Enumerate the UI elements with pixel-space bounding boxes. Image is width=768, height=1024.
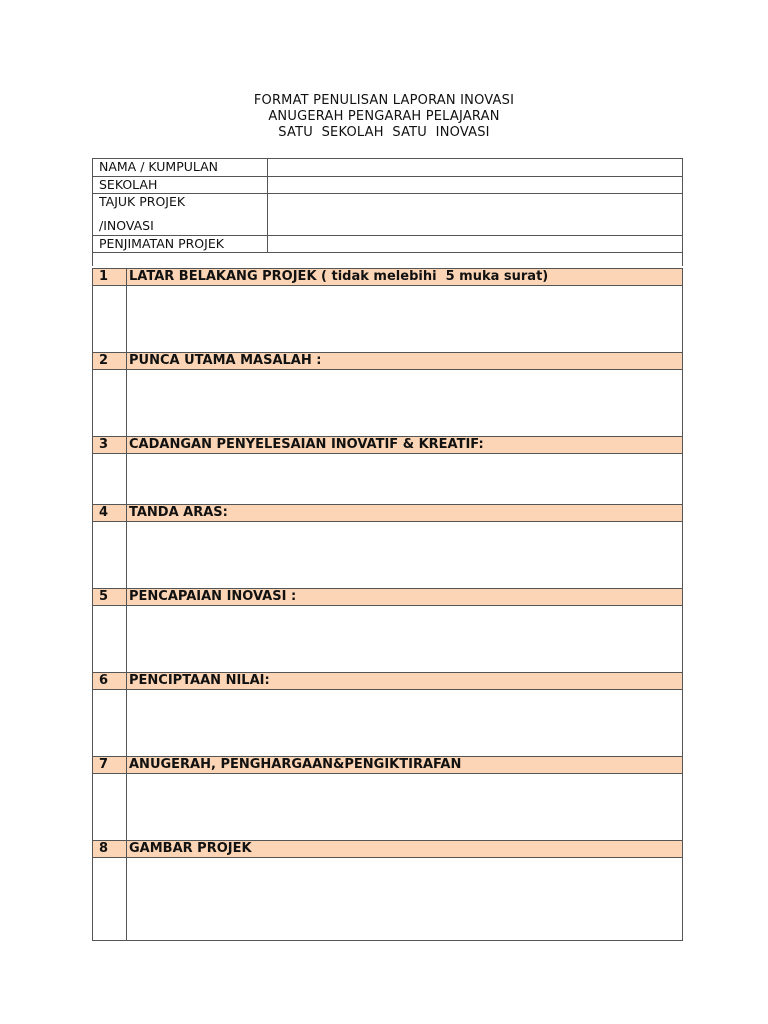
tajuk-label-line-1: TAJUK PROJEK [99,194,186,209]
section-content-field[interactable] [127,522,682,588]
section-number-cell [93,454,127,504]
section-body [93,774,682,840]
section-header [93,504,682,522]
section-header [93,352,682,370]
section-number-cell [93,286,127,352]
spacer-cell [93,253,683,267]
section-header [93,436,682,454]
section-body [93,286,682,352]
sections-table [92,268,683,941]
section-body [93,690,682,756]
section-number: 5 [93,589,127,605]
info-row-sekolah [93,177,683,194]
section-content-field[interactable] [127,606,682,672]
section-number-cell [93,858,127,940]
section-number: 7 [93,757,127,773]
section-number: 3 [93,437,127,453]
penjimatan-field[interactable] [268,236,683,253]
sekolah-label: SEKOLAH [93,177,268,194]
section-title: PENCIPTAAN NILAI: [129,673,270,688]
info-row-penjimatan [93,236,683,253]
section-number: 6 [93,673,127,689]
section-title: PUNCA UTAMA MASALAH : [129,353,322,368]
section-content-field[interactable] [127,370,682,436]
sekolah-field[interactable] [268,177,683,194]
info-table [92,158,683,266]
section-number-cell [93,690,127,756]
section-title: GAMBAR PROJEK [129,841,252,856]
section-body [93,858,682,940]
section-content-field[interactable] [127,774,682,840]
section-content-field[interactable] [127,286,682,352]
tajuk-label [93,194,268,236]
penjimatan-label: PENJIMATAN PROJEK [93,236,268,253]
document-title [0,93,768,141]
section-header [93,268,682,286]
section-header [93,756,682,774]
nama-label: NAMA / KUMPULAN [93,159,268,177]
section-number: 1 [93,269,127,285]
section-body [93,370,682,436]
section-number: 8 [93,841,127,857]
section-title: PENCAPAIAN INOVASI : [129,589,297,604]
title-line-2: ANUGERAH PENGARAH PELAJARAN [268,109,500,124]
nama-field[interactable] [268,159,683,177]
section-number: 4 [93,505,127,521]
section-header [93,840,682,858]
section-number-cell [93,522,127,588]
section-body [93,522,682,588]
section-content-field[interactable] [127,454,682,504]
section-title: LATAR BELAKANG PROJEK ( tidak melebihi 5 muka surat) [129,269,549,284]
info-row-tajuk [93,194,683,236]
tajuk-field[interactable] [268,194,683,236]
section-number-cell [93,606,127,672]
section-content-field[interactable] [127,858,682,940]
tajuk-label-line-2: /INOVASI [99,218,154,233]
section-number-cell [93,774,127,840]
section-body [93,606,682,672]
info-row-nama [93,159,683,177]
section-title: ANUGERAH, PENGHARGAAN&PENGIKTIRAFAN [129,757,462,772]
title-line-1: FORMAT PENULISAN LAPORAN INOVASI [253,93,515,108]
info-spacer-row [93,253,683,267]
section-number: 2 [93,353,127,369]
title-line-3: SATU SEKOLAH SATU INOVASI [278,125,490,140]
section-content-field[interactable] [127,690,682,756]
section-header [93,588,682,606]
section-body [93,454,682,504]
section-number-cell [93,370,127,436]
section-header [93,672,682,690]
section-title: TANDA ARAS: [129,505,228,520]
section-title: CADANGAN PENYELESAIAN INOVATIF & KREATIF: [129,437,484,452]
